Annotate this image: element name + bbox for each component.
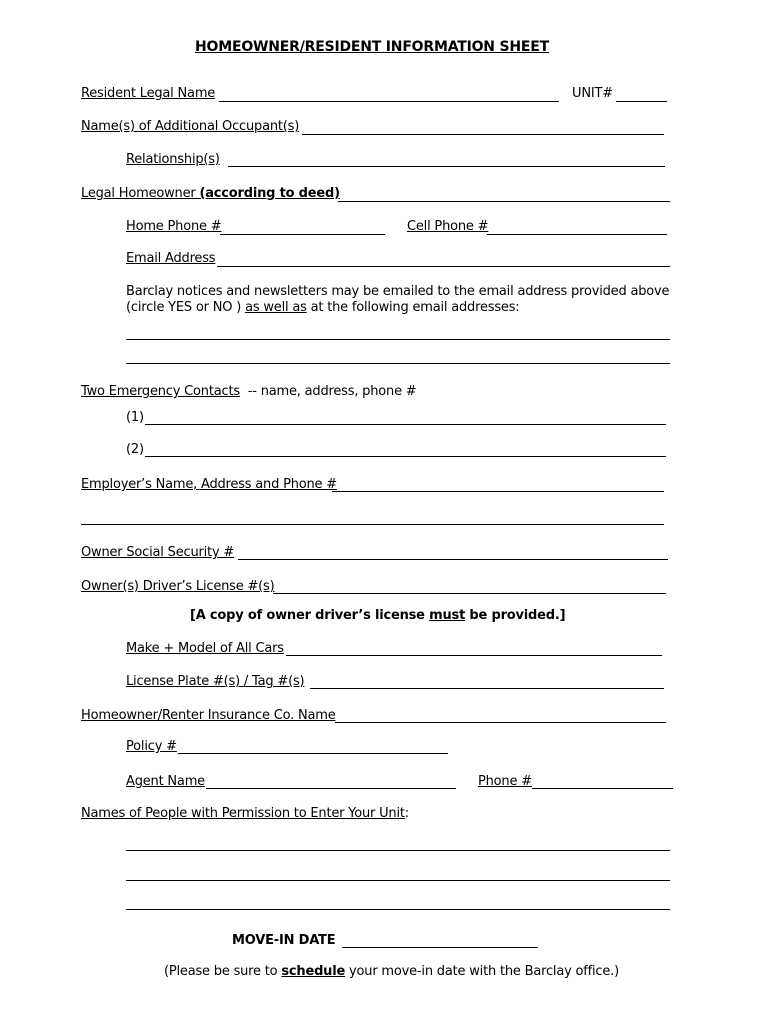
additional-email-line-2[interactable] bbox=[126, 363, 670, 364]
emergency-contact-1-line[interactable] bbox=[145, 424, 666, 425]
move-in-date-line[interactable] bbox=[342, 947, 538, 948]
page-title: HOMEOWNER/RESIDENT INFORMATION SHEET bbox=[195, 39, 549, 55]
license-plate-line[interactable] bbox=[310, 688, 664, 689]
email-address-label: Email Address bbox=[126, 251, 216, 266]
agent-name-label: Agent Name bbox=[126, 774, 205, 789]
cell-phone-line[interactable] bbox=[487, 234, 667, 235]
permission-line-3[interactable] bbox=[126, 909, 670, 910]
agent-phone-label: Phone # bbox=[478, 774, 532, 789]
schedule-note: (Please be sure to schedule your move-in date with the Barclay office.) bbox=[164, 964, 619, 979]
emergency-contact-2-label: (2) bbox=[126, 442, 144, 457]
drivers-license-label: Owner(s) Driver’s License #(s) bbox=[81, 579, 275, 594]
owner-ssn-line[interactable] bbox=[238, 559, 668, 560]
email-address-line[interactable] bbox=[217, 266, 670, 267]
policy-line[interactable] bbox=[178, 753, 448, 754]
relationships-label: Relationship(s) bbox=[126, 152, 220, 167]
license-copy-note: [A copy of owner driver’s license must be provided.] bbox=[190, 608, 566, 623]
cell-phone-label: Cell Phone # bbox=[407, 219, 489, 234]
employer-label: Employer’s Name, Address and Phone # bbox=[81, 477, 337, 492]
emergency-contact-1-label: (1) bbox=[126, 410, 144, 425]
policy-label: Policy # bbox=[126, 739, 177, 754]
additional-occupants-label: Name(s) of Additional Occupant(s) bbox=[81, 119, 300, 134]
cars-label: Make + Model of All Cars bbox=[126, 641, 284, 656]
email-notice-line-1: Barclay notices and newsletters may be emailed to the email address provided above bbox=[126, 284, 670, 299]
drivers-license-line[interactable] bbox=[273, 593, 666, 594]
agent-phone-line[interactable] bbox=[532, 788, 673, 789]
agent-name-line[interactable] bbox=[206, 788, 456, 789]
additional-occupants-line[interactable] bbox=[302, 134, 664, 135]
permission-label: Names of People with Permission to Enter Your Unit: bbox=[81, 806, 409, 821]
owner-ssn-label: Owner Social Security # bbox=[81, 545, 235, 560]
emergency-contact-2-line[interactable] bbox=[145, 456, 666, 457]
unit-label: UNIT# bbox=[572, 86, 613, 101]
relationships-line[interactable] bbox=[228, 166, 665, 167]
license-plate-label: License Plate #(s) / Tag #(s) bbox=[126, 674, 305, 689]
permission-line-2[interactable] bbox=[126, 880, 670, 881]
home-phone-line[interactable] bbox=[220, 234, 385, 235]
insurance-label: Homeowner/Renter Insurance Co. Name bbox=[81, 708, 336, 723]
additional-email-line-1[interactable] bbox=[126, 339, 670, 340]
email-notice-line-2: (circle YES or NO ) as well as at the following email addresses: bbox=[126, 300, 520, 315]
employer-line-1[interactable] bbox=[332, 491, 664, 492]
unit-line[interactable] bbox=[616, 101, 667, 102]
home-phone-label: Home Phone # bbox=[126, 219, 222, 234]
move-in-date-label: MOVE-IN DATE bbox=[232, 933, 336, 948]
legal-homeowner-line[interactable] bbox=[338, 201, 670, 202]
employer-line-2[interactable] bbox=[81, 524, 664, 525]
legal-homeowner-label: Legal Homeowner (according to deed) bbox=[81, 186, 340, 201]
insurance-line[interactable] bbox=[335, 722, 666, 723]
cars-line[interactable] bbox=[286, 655, 662, 656]
emergency-contacts-label: Two Emergency Contacts -- name, address, phone # bbox=[81, 384, 417, 399]
permission-line-1[interactable] bbox=[126, 850, 670, 851]
resident-legal-name-label: Resident Legal Name bbox=[81, 86, 216, 101]
resident-legal-name-line[interactable] bbox=[219, 101, 559, 102]
